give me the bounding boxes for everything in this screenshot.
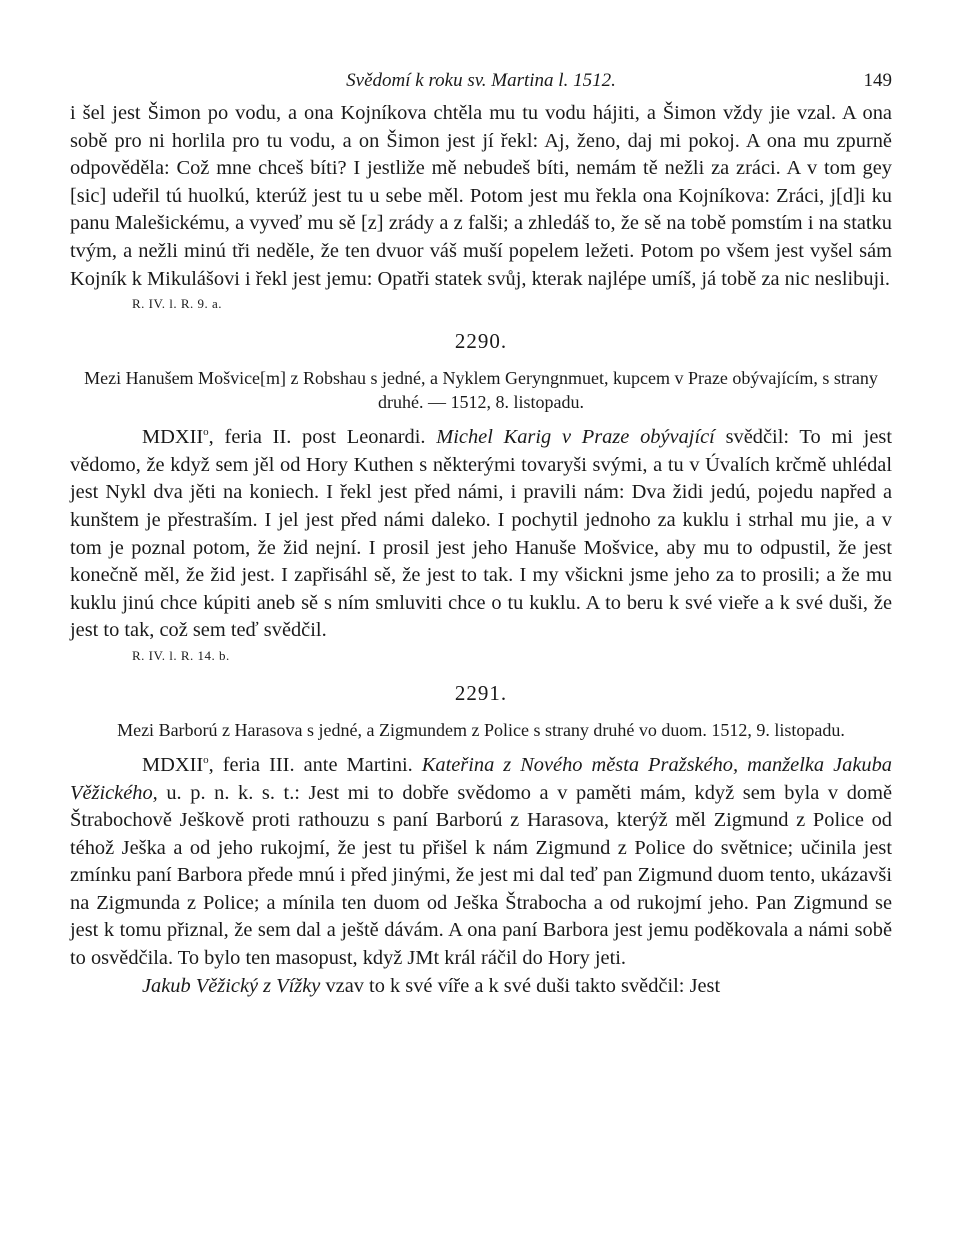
intro-paragraph: i šel jest Šimon po vodu, a ona Kojníkova chtěla mu tu vodu hájiti, a Šimon vždy jie vzal. A ona sobě pro ni horlila pro tu vodu, a on Šimon jest jí řekl: Aj, ženo, daj mi pokoj. A ona mu zpurně odpověděla: Což mne chceš bíti? I jestliže mě nebudeš bíti, nemám tě nežli za zráci. A v tom gey [sic] udeřil tú huolkú, kterúž jest tu u sebe měl. Potom jest mu řekla ona Kojníkova: Zráci, j[d]i ku panu Malešickému, a vyveď mu sě [z] zrády a z falši; a zhledáš to, že sě na tobě pomstím i na statku tvým, a nežli minú tři neděle, že ten dvuor váš muší popelem ležeti. Potom po všem jest vyšel sám Kojník k Mikulášovi i řekl jest jemu: Opatři statek svůj, kterak najlépe umíš, já tobě za nic neslibuji. [70, 102, 892, 290]
entry-date: MDXII [142, 753, 204, 776]
testimony-text: svědčil: To mi jest vědomo, že když sem jěl od Hory Kuthen s některými tovaryši svými, a tu v Úvalích krčmě uhlédal jest Nykl dva jěti na koniech. I řekl jest před námi, i pravili nám: Dva židi jedú, pojedu napřed a kunštem je přestraším. I jel jest před námi daleko. I pochytil jednoho za kuklu i strhal mu jie, a v tom je poznal potom, že žid nejní. I prosil jest jeho Hanuše Mošvice, aby mu to odpustil, že jest konečně měl, že žid jest. I zapřisáhl sě, že jest to tak. I my všickni jsme jeho za to prosili; a že mu kuklu jinú chce kúpiti aneb sě s ním smluviti chce o tu kuklu. A to beru k své vieře a k své duši, že jest to tak, což sem teď svědčil. [70, 426, 892, 642]
entry-number: 2291. [454, 680, 508, 705]
archive-reference: R. IV. l. R. 9. a. [132, 296, 223, 312]
page-number: 149 [863, 70, 892, 91]
entry-date-superscript: o [203, 754, 209, 767]
testimony-text: u. p. n. k. s. t.: Jest mi to dobře svědomo a v paměti mám, když sem byla v domě Štrabochově Ješkově proti rathouzu s paní Barború z Harasova, kterýž měl Zigmund z Police od téhož Ješka a od jeho rukojmí, že jest tu přišel k nám Zigmund z Police do světnice; učinila jest zmínku paní Barbora přede mnú i před jinými, že jest mi dal teď pan Zigmund duom tento, ukázavši na Zigmunda z Police; a mínila ten duom od Ješka Štrabocha a od rukojmí jeho. Pan Zigmund se jest k tomu přiznal, že sem dal a ještě dávám. A ona paní Barbora jest jemu poděkovala a námi sobě to osvědčila. To bylo ten masopust, když JMt král ráčil do Hory jeti. [70, 781, 893, 970]
witness-name: Jakub Věžický z Vížky [142, 974, 321, 997]
entry-body-continued [70, 973, 892, 1001]
entry-body [70, 424, 892, 645]
running-header [70, 70, 892, 100]
entry-number: 2290. [454, 329, 508, 354]
book-page [70, 70, 892, 1000]
entry-date-rest: , feria II. post Leonardi. [208, 426, 426, 449]
witness-name: Michel Karig v Praze obývající [436, 426, 715, 449]
entry-heading: Mezi Barború z Harasova s jedné, a Zigmundem z Police s strany druhé vo duom. 1512, 9. listopadu. [117, 719, 845, 740]
entry-2291 [70, 681, 892, 1000]
running-title: Svědomí k roku sv. Martina l. 1512. [346, 70, 616, 91]
entry-body [70, 752, 892, 973]
witness-name: Kateřina z Nového města Pražského, manželka Jakuba Věžického, [70, 753, 892, 804]
entry-date-superscript: o [203, 426, 209, 439]
testimony-text: vzav to k své víře a k své duši takto svědčil: Jest [325, 974, 721, 997]
entry-heading: Mezi Hanušem Mošvice[m] z Robshau s jedné, a Nyklem Geryngnmuet, kupcem v Praze obývajícím, s strany druhé. — 1512, 8. listopadu. [84, 368, 878, 413]
entry-date-rest: , feria III. ante Martini. [208, 753, 413, 776]
entry-date: MDXII [142, 426, 204, 449]
entry-2290 [70, 329, 892, 665]
archive-reference: R. IV. l. R. 14. b. [132, 647, 230, 663]
